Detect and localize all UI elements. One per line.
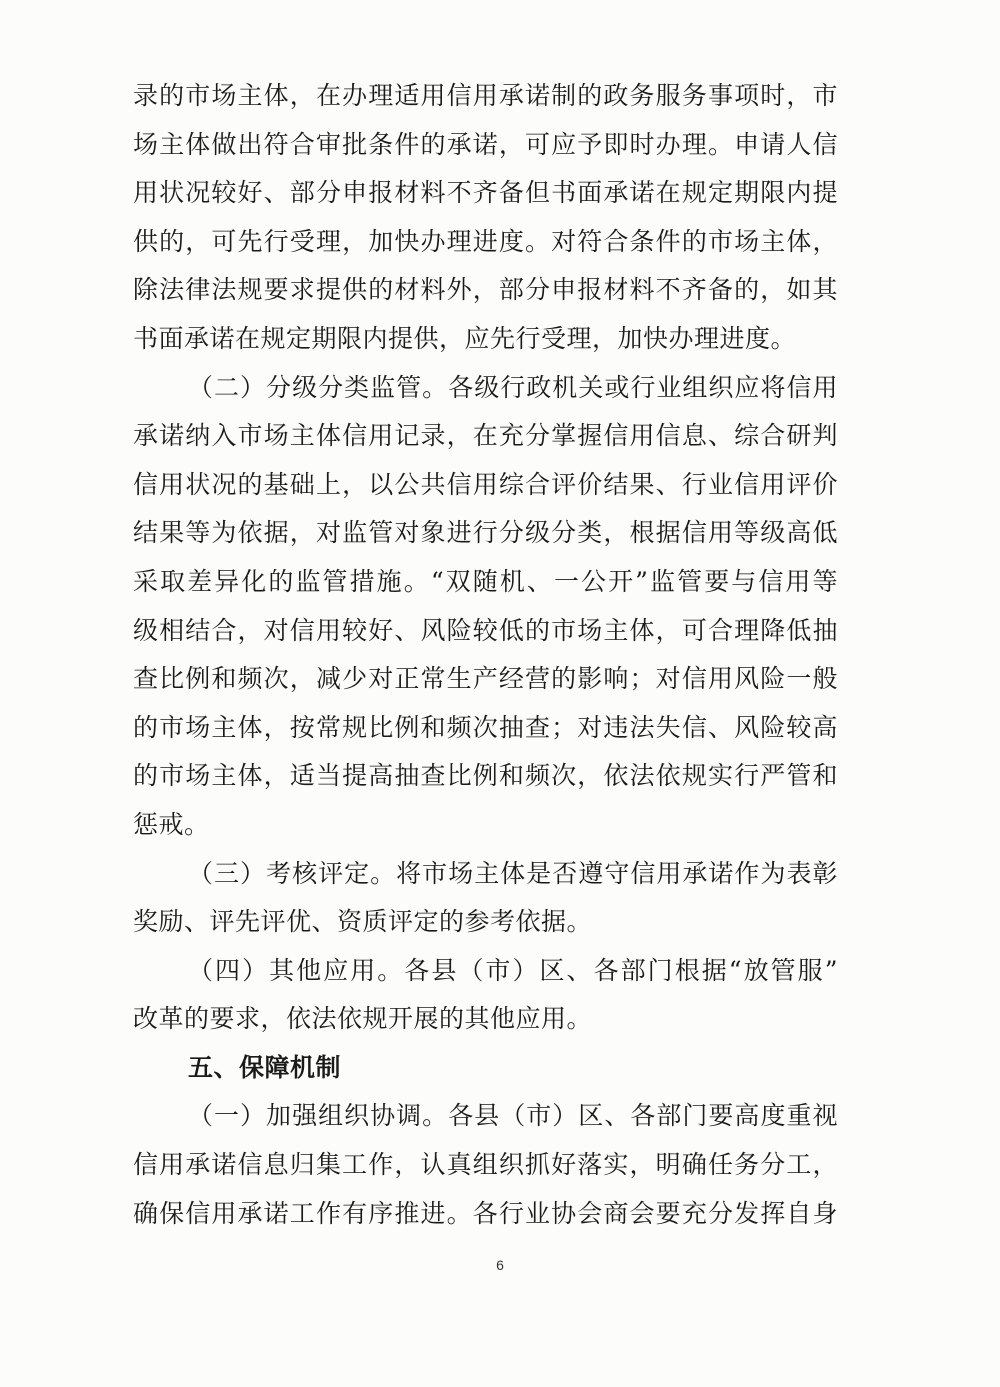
text-line: 奖励、评先评优、资质评定的参考依据。 xyxy=(133,907,593,937)
text-line: 用状况较好、部分申报材料不齐备但书面承诺在规定期限内提 xyxy=(133,178,838,208)
text-line: 供的，可先行受理，加快办理进度。对符合条件的市场主体， xyxy=(133,226,838,256)
chapter-heading: 五、保障机制 xyxy=(188,1052,342,1082)
page-number: 6 xyxy=(496,1257,504,1273)
text-line: 承诺纳入市场主体信用记录，在充分掌握信用信息、综合研判 xyxy=(133,421,838,451)
section-heading-line: （三）考核评定。将市场主体是否遵守信用承诺作为表彰 xyxy=(188,858,838,888)
text-line: 的市场主体，适当提高抽查比例和频次，依法依规实行严管和 xyxy=(133,761,838,791)
text-line: 除法律法规要求提供的材料外，部分申报材料不齐备的，如其 xyxy=(133,275,838,305)
text-line: 书面承诺在规定期限内提供，应先行受理，加快办理进度。 xyxy=(133,323,797,353)
section-heading-line: （二）分级分类监管。各级行政机关或行业组织应将信用 xyxy=(188,372,838,402)
text-line: 录的市场主体，在办理适用信用承诺制的政务服务事项时，市 xyxy=(133,81,838,110)
text-line: 确保信用承诺工作有序推进。各行业协会商会要充分发挥自身 xyxy=(133,1198,838,1228)
section-heading-line: （一）加强组织协调。各县（市）区、各部门要高度重视 xyxy=(188,1101,838,1131)
text-line: 结果等为依据，对监管对象进行分级分类，根据信用等级高低 xyxy=(133,518,838,548)
text-line: 的市场主体，按常规比例和频次抽查；对违法失信、风险较高 xyxy=(133,712,838,742)
text-line: 惩戒。 xyxy=(133,809,210,839)
text-line: 查比例和频次，减少对正常生产经营的影响；对信用风险一般 xyxy=(133,664,838,694)
section-heading-line: （四）其他应用。各县（市）区、各部门根据“放管服” xyxy=(188,955,838,985)
text-line: 信用状况的基础上，以公共信用综合评价结果、行业信用评价 xyxy=(133,469,838,499)
body-text xyxy=(133,72,838,1238)
text-line: 级相结合，对信用较好、风险较低的市场主体，可合理降低抽 xyxy=(133,615,838,645)
text-line: 信用承诺信息归集工作，认真组织抓好落实，明确任务分工， xyxy=(133,1150,838,1180)
text-line: 采取差异化的监管措施。“双随机、一公开”监管要与信用等 xyxy=(133,566,838,596)
text-line: 场主体做出符合审批条件的承诺，可应予即时办理。申请人信 xyxy=(133,129,838,159)
text-line: 改革的要求，依法依规开展的其他应用。 xyxy=(133,1004,593,1034)
